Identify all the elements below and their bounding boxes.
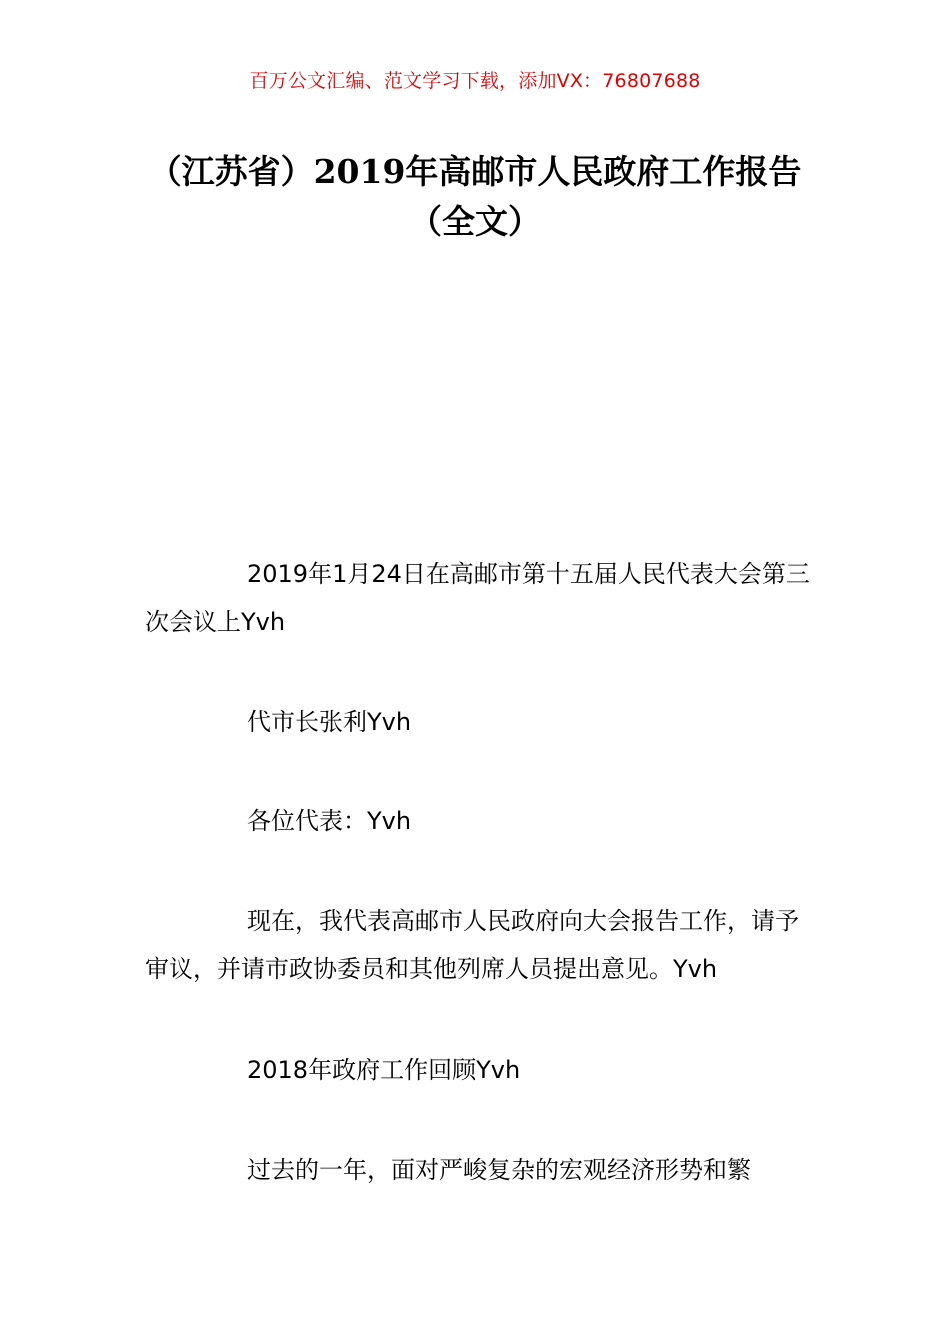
meeting-info-paragraph: 2019年1月24日在高邮市第十五届人民代表大会第三次会议上Yvh bbox=[145, 560, 810, 636]
body-paragraph: 过去的一年，面对严峻复杂的宏观经济形势和繁 bbox=[247, 1156, 751, 1184]
section-heading-paragraph: 2018年政府工作回顾Yvh bbox=[247, 1056, 521, 1084]
speaker-paragraph: 代市长张利Yvh bbox=[247, 708, 412, 736]
salutation-paragraph: 各位代表：Yvh bbox=[247, 807, 412, 835]
header-watermark-note: 百万公文汇编、范文学习下载，添加VX：76807688 bbox=[249, 70, 701, 92]
intro-paragraph: 现在，我代表高邮市人民政府向大会报告工作，请予审议，并请市政协委员和其他列席人员提出意见。Yvh bbox=[145, 907, 799, 983]
document-title: （江苏省）2019年高邮市人民政府工作报告（全文） bbox=[148, 152, 802, 241]
